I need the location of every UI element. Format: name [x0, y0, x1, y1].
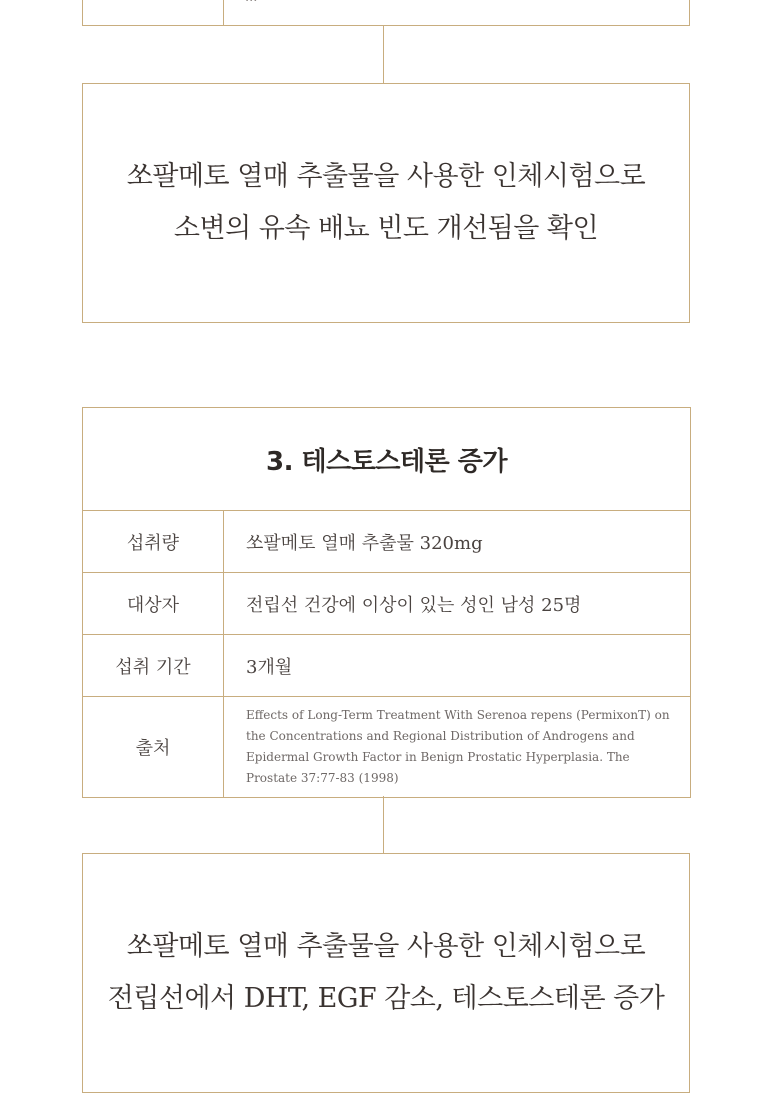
row-label: 섭취 기간 [83, 635, 224, 696]
source-citation: Effects of Long-Term Treatment With Serenoa repens (PermixonT) on the Concentrations and Regional Distribution of Androgens and Epidermal Growth Factor in Benign Prostatic Hyperplasia. The Prostate 37:77-83 (1998) [246, 708, 670, 785]
table-divider [223, 0, 224, 25]
result-box-2 [82, 83, 690, 323]
result-line: 쏘팔메토 열매 추출물을 사용한 인체시험으로 [126, 161, 646, 192]
study-table-3 [82, 407, 691, 798]
result-line: 쏘팔메토 열매 추출물을 사용한 인체시험으로 [126, 931, 646, 962]
row-value: 전립선 건강에 이상이 있는 성인 남성 25명 [246, 594, 582, 616]
row-value: 쏘팔메토 열매 추출물 320mg [246, 532, 483, 554]
row-label: 섭취량 [83, 511, 224, 572]
study-title: 3. 테스토스테론 증가 [83, 408, 690, 511]
row-label: 출처 [83, 697, 224, 797]
row-value: 3개월 [246, 656, 293, 678]
result-line: 소변의 유속 배뇨 빈도 개선됨을 확인 [173, 213, 599, 244]
connector-line [383, 26, 384, 83]
previous-source-text [245, 0, 257, 5]
table-row [83, 635, 690, 697]
connector-line [383, 796, 384, 853]
table-row [83, 697, 690, 797]
result-line: 전립선에서 DHT, EGF 감소, 테스토스테론 증가 [107, 983, 665, 1014]
table-row [83, 573, 690, 635]
result-box-3 [82, 853, 690, 1093]
table-row [83, 511, 690, 573]
row-label: 대상자 [83, 573, 224, 634]
previous-study-table [82, 0, 690, 26]
